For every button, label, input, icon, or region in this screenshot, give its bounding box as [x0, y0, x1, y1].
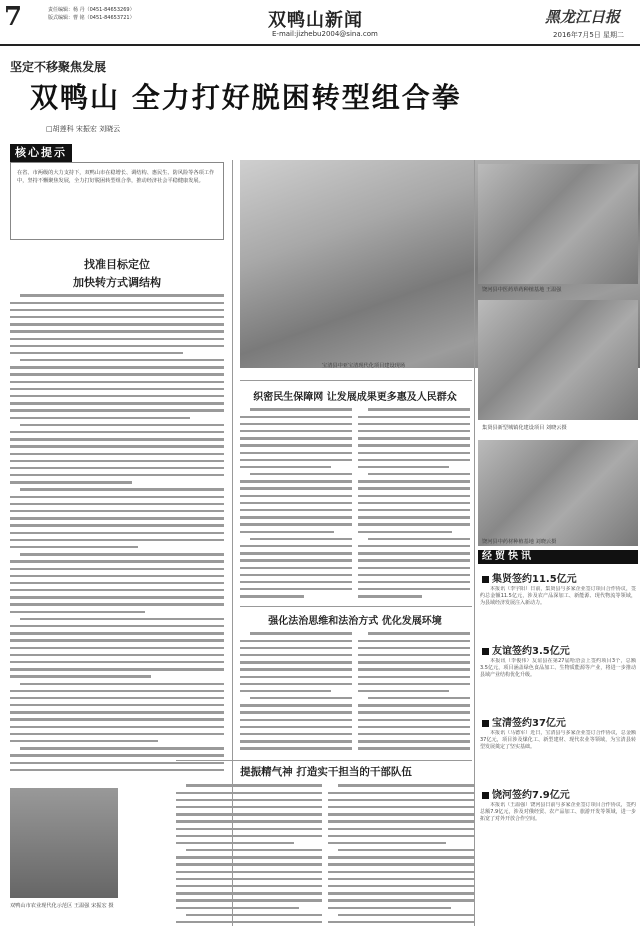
column-rule	[474, 160, 475, 926]
economy-header	[478, 548, 638, 564]
section-name: 双鸭山新闻	[268, 10, 363, 31]
subheading-1-line-2: 加快转方式调结构	[73, 276, 161, 289]
subheading-1	[10, 256, 224, 290]
editor-line-1: 责任编辑：杨 丹（0451-84653269）	[48, 7, 135, 13]
subheading-4: 提振精气神 打造实干担当的干部队伍	[240, 766, 412, 778]
email: E-mail:jizhebu2004@sina.com	[272, 30, 378, 38]
economy-item-text: 本报讯（李宇阳）日前，集贤县与多家企业签订项目合作协议，签约总金额11.5亿元，涉及农产品深加工、新能源、现代物流等领域，为县域经济发展注入新动力。	[480, 586, 636, 607]
bullet-square-icon	[482, 720, 489, 727]
economy-item-title	[482, 642, 570, 657]
kicker: 坚定不移聚焦发展	[10, 60, 107, 74]
economy-header-label: 经贸快讯	[482, 551, 534, 562]
editor-info	[48, 6, 135, 22]
economy-item-title-text: 饶河签约7.9亿元	[492, 790, 570, 801]
section-rule	[176, 760, 472, 761]
paper-name: 黑龙江日报	[544, 8, 620, 26]
middle-column-body-a	[240, 406, 352, 602]
bottom-column-body-b	[328, 782, 474, 926]
right-photo-1-caption: 饶河县中医药草药种植基地 王温强	[482, 287, 562, 293]
middle-column-body-b	[358, 406, 470, 602]
section-rule	[240, 380, 472, 381]
bullet-square-icon	[482, 648, 489, 655]
core-label: 核心提示	[10, 144, 72, 162]
masthead	[0, 0, 640, 46]
economy-item-title	[482, 786, 570, 801]
bullet-square-icon	[482, 576, 489, 583]
core-summary-text: 在省、市两级的大力支持下，双鸭山市在稳增长、调结构、惠民生、防风险等各项工作中，坚持不懈聚焦发展，全力打好脱困转型组合拳，推动经济社会平稳健康发展。	[17, 170, 215, 184]
economy-item-title-text: 友谊签约3.5亿元	[492, 646, 570, 657]
page-number: 7	[4, 2, 23, 32]
right-photo-2	[478, 300, 638, 420]
byline: □胡莲科 宋振宏 刘晓云	[46, 125, 121, 133]
economy-item-text: 本报讯（王温强）饶河县日前与多家企业签订项目合作协议，签约总额7.9亿元，涉及对俄经贸、农产品加工、旅游开发等领域，进一步拓宽了对外开放合作空间。	[480, 802, 636, 823]
core-summary	[10, 162, 224, 240]
column-rule	[232, 160, 233, 926]
date-line: 2016年7月5日 星期二	[553, 31, 624, 39]
middle-column-body-d	[358, 630, 470, 758]
editor-line-2: 版式编辑：曹 铭（0451-84653721）	[48, 15, 135, 21]
economy-item-title	[482, 714, 566, 729]
main-title: 双鸭山 全力打好脱困转型组合拳	[30, 81, 462, 114]
top-photo-caption: 宝清县中亚宝清现代化项目建设现场	[322, 363, 406, 369]
economy-item-text: 本报讯（马德军）近日，宝清县与多家企业签订合作协议，总金额37亿元，项目涉及煤化工、新型建材、现代农业等领域，为宝清县转型发展奠定了坚实基础。	[480, 730, 636, 751]
subheading-1-line-1: 找准目标定位	[84, 258, 150, 271]
left-column-body	[10, 292, 224, 780]
right-photo-2-caption: 集贤县新型城镇化建设项目 刘晓云摄	[482, 425, 567, 431]
subheading-2: 织密民生保障网 让发展成果更多惠及人民群众	[253, 392, 457, 403]
right-photo-1	[478, 164, 638, 284]
subheading-3: 强化法治思维和法治方式 优化发展环境	[268, 616, 442, 627]
economy-item-title-text: 集贤签约11.5亿元	[492, 574, 577, 585]
bottom-left-photo	[10, 788, 118, 898]
section-rule	[240, 606, 472, 607]
economy-item-title	[482, 570, 577, 585]
bullet-square-icon	[482, 792, 489, 799]
right-photo-3-caption: 饶河县中药材种植基地 刘晓云摄	[482, 539, 557, 545]
middle-column-body-c	[240, 630, 352, 758]
bottom-column-body-a	[176, 782, 322, 926]
right-photo-3	[478, 440, 638, 546]
bottom-left-photo-caption: 双鸭山市农业现代化示范区 王温强 宋振宏 摄	[10, 903, 114, 909]
economy-item-title-text: 宝清签约37亿元	[492, 718, 566, 729]
economy-item-text: 本报讯（李俊伟）友谊县在第27届哈洽会上签约项目3个，总额3.5亿元，项目涵盖绿色食品加工、生物质能源等产业，将进一步推动县域产业结构优化升级。	[480, 658, 636, 679]
